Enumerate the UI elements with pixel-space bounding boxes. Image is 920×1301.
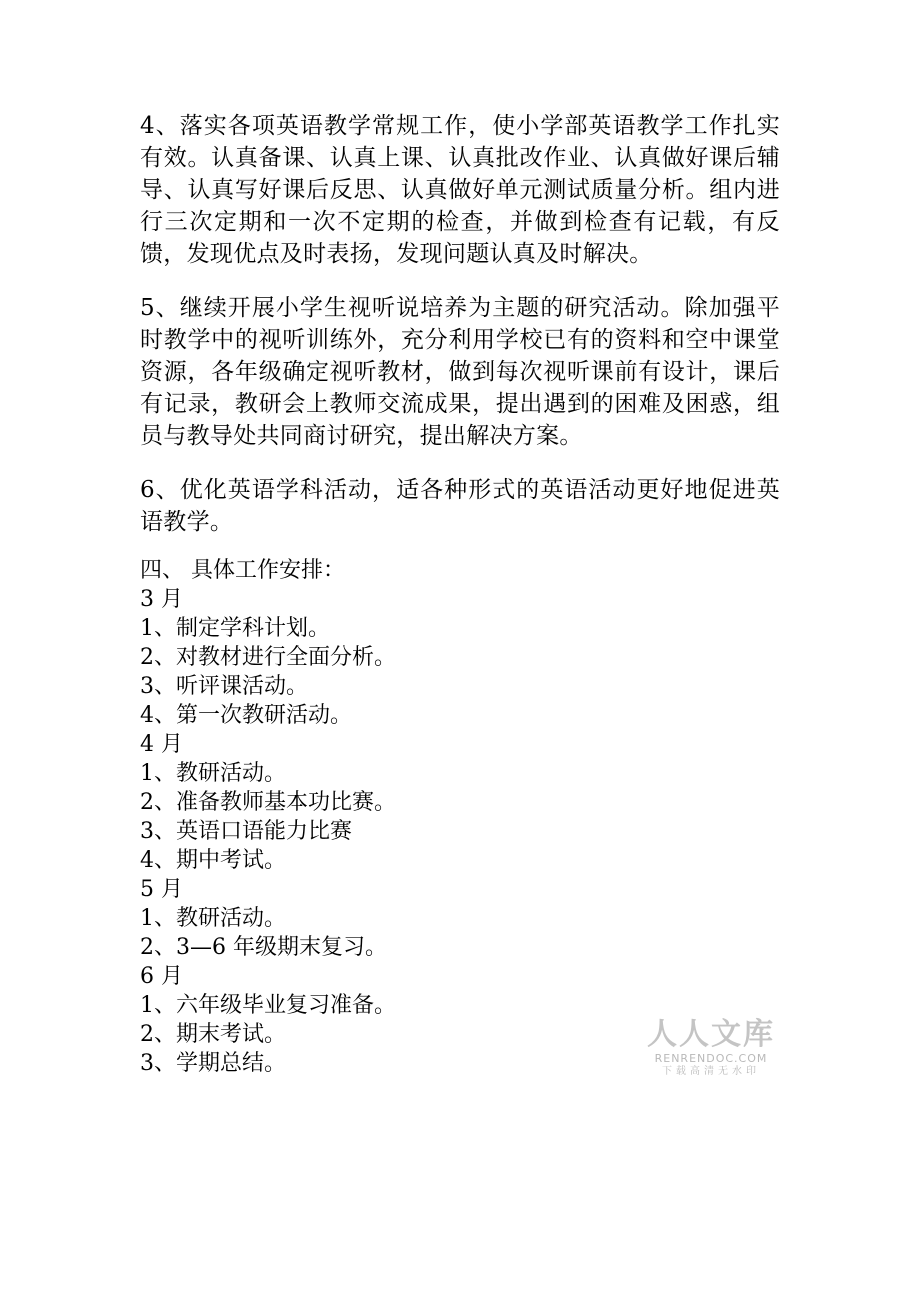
schedule-heading: 四、 具体工作安排： [140, 558, 345, 583]
list-item: 4、第一次教研活动。 [140, 703, 352, 728]
list-item: 1、教研活动。 [140, 906, 286, 931]
month-label: 6 月 [140, 964, 183, 989]
work-schedule [140, 556, 780, 1078]
list-item: 3、英语口语能力比赛 [140, 819, 352, 844]
list-item: 2、期末考试。 [140, 1022, 286, 1047]
list-item: 2、3—6 年级期末复习。 [140, 935, 387, 960]
month-label: 5 月 [140, 877, 183, 902]
watermark-title: 人人文库 [647, 1017, 775, 1052]
list-item: 3、听评课活动。 [140, 674, 308, 699]
list-item: 3、学期总结。 [140, 1051, 286, 1076]
list-item: 1、教研活动。 [140, 761, 286, 786]
month-label: 4 月 [140, 732, 183, 757]
list-item: 4、期中考试。 [140, 848, 286, 873]
paragraph-5: 5、继续开展小学生视听说培养为主题的研究活动。除加强平时教学中的视听训练外，充分利用学校已有的资料和空中课堂资源，各年级确定视听教材，做到每次视听课前有设计，课后有记录，教研会上教师交流成果，提出遇到的困难及困惑，组员与教导处共同商讨研究，提出解决方案。 [140, 295, 780, 449]
watermark-url: RENRENDOC.COM [654, 1052, 768, 1065]
paragraph-4: 4、落实各项英语教学常规工作，使小学部英语教学工作扎实有效。认真备课、认真上课、认真批改作业、认真做好课后辅导、认真写好课后反思、认真做好单元测试质量分析。组内进行三次定期和一次不定期的检查，并做到检查有记载，有反馈，发现优点及时表扬，发现问题认真及时解决。 [140, 113, 780, 267]
paragraph-6: 6、优化英语学科活动，适各种形式的英语活动更好地促进英语教学。 [140, 477, 780, 535]
list-item: 1、六年级毕业复习准备。 [140, 993, 396, 1018]
document-body [140, 110, 780, 1078]
list-item: 2、对教材进行全面分析。 [140, 645, 396, 670]
watermark-subtitle: 下载高清无水印 [662, 1066, 760, 1077]
list-item: 2、准备教师基本功比赛。 [140, 790, 396, 815]
watermark-logo [646, 1018, 776, 1078]
list-item: 1、制定学科计划。 [140, 616, 330, 641]
month-label: 3 月 [140, 587, 183, 612]
